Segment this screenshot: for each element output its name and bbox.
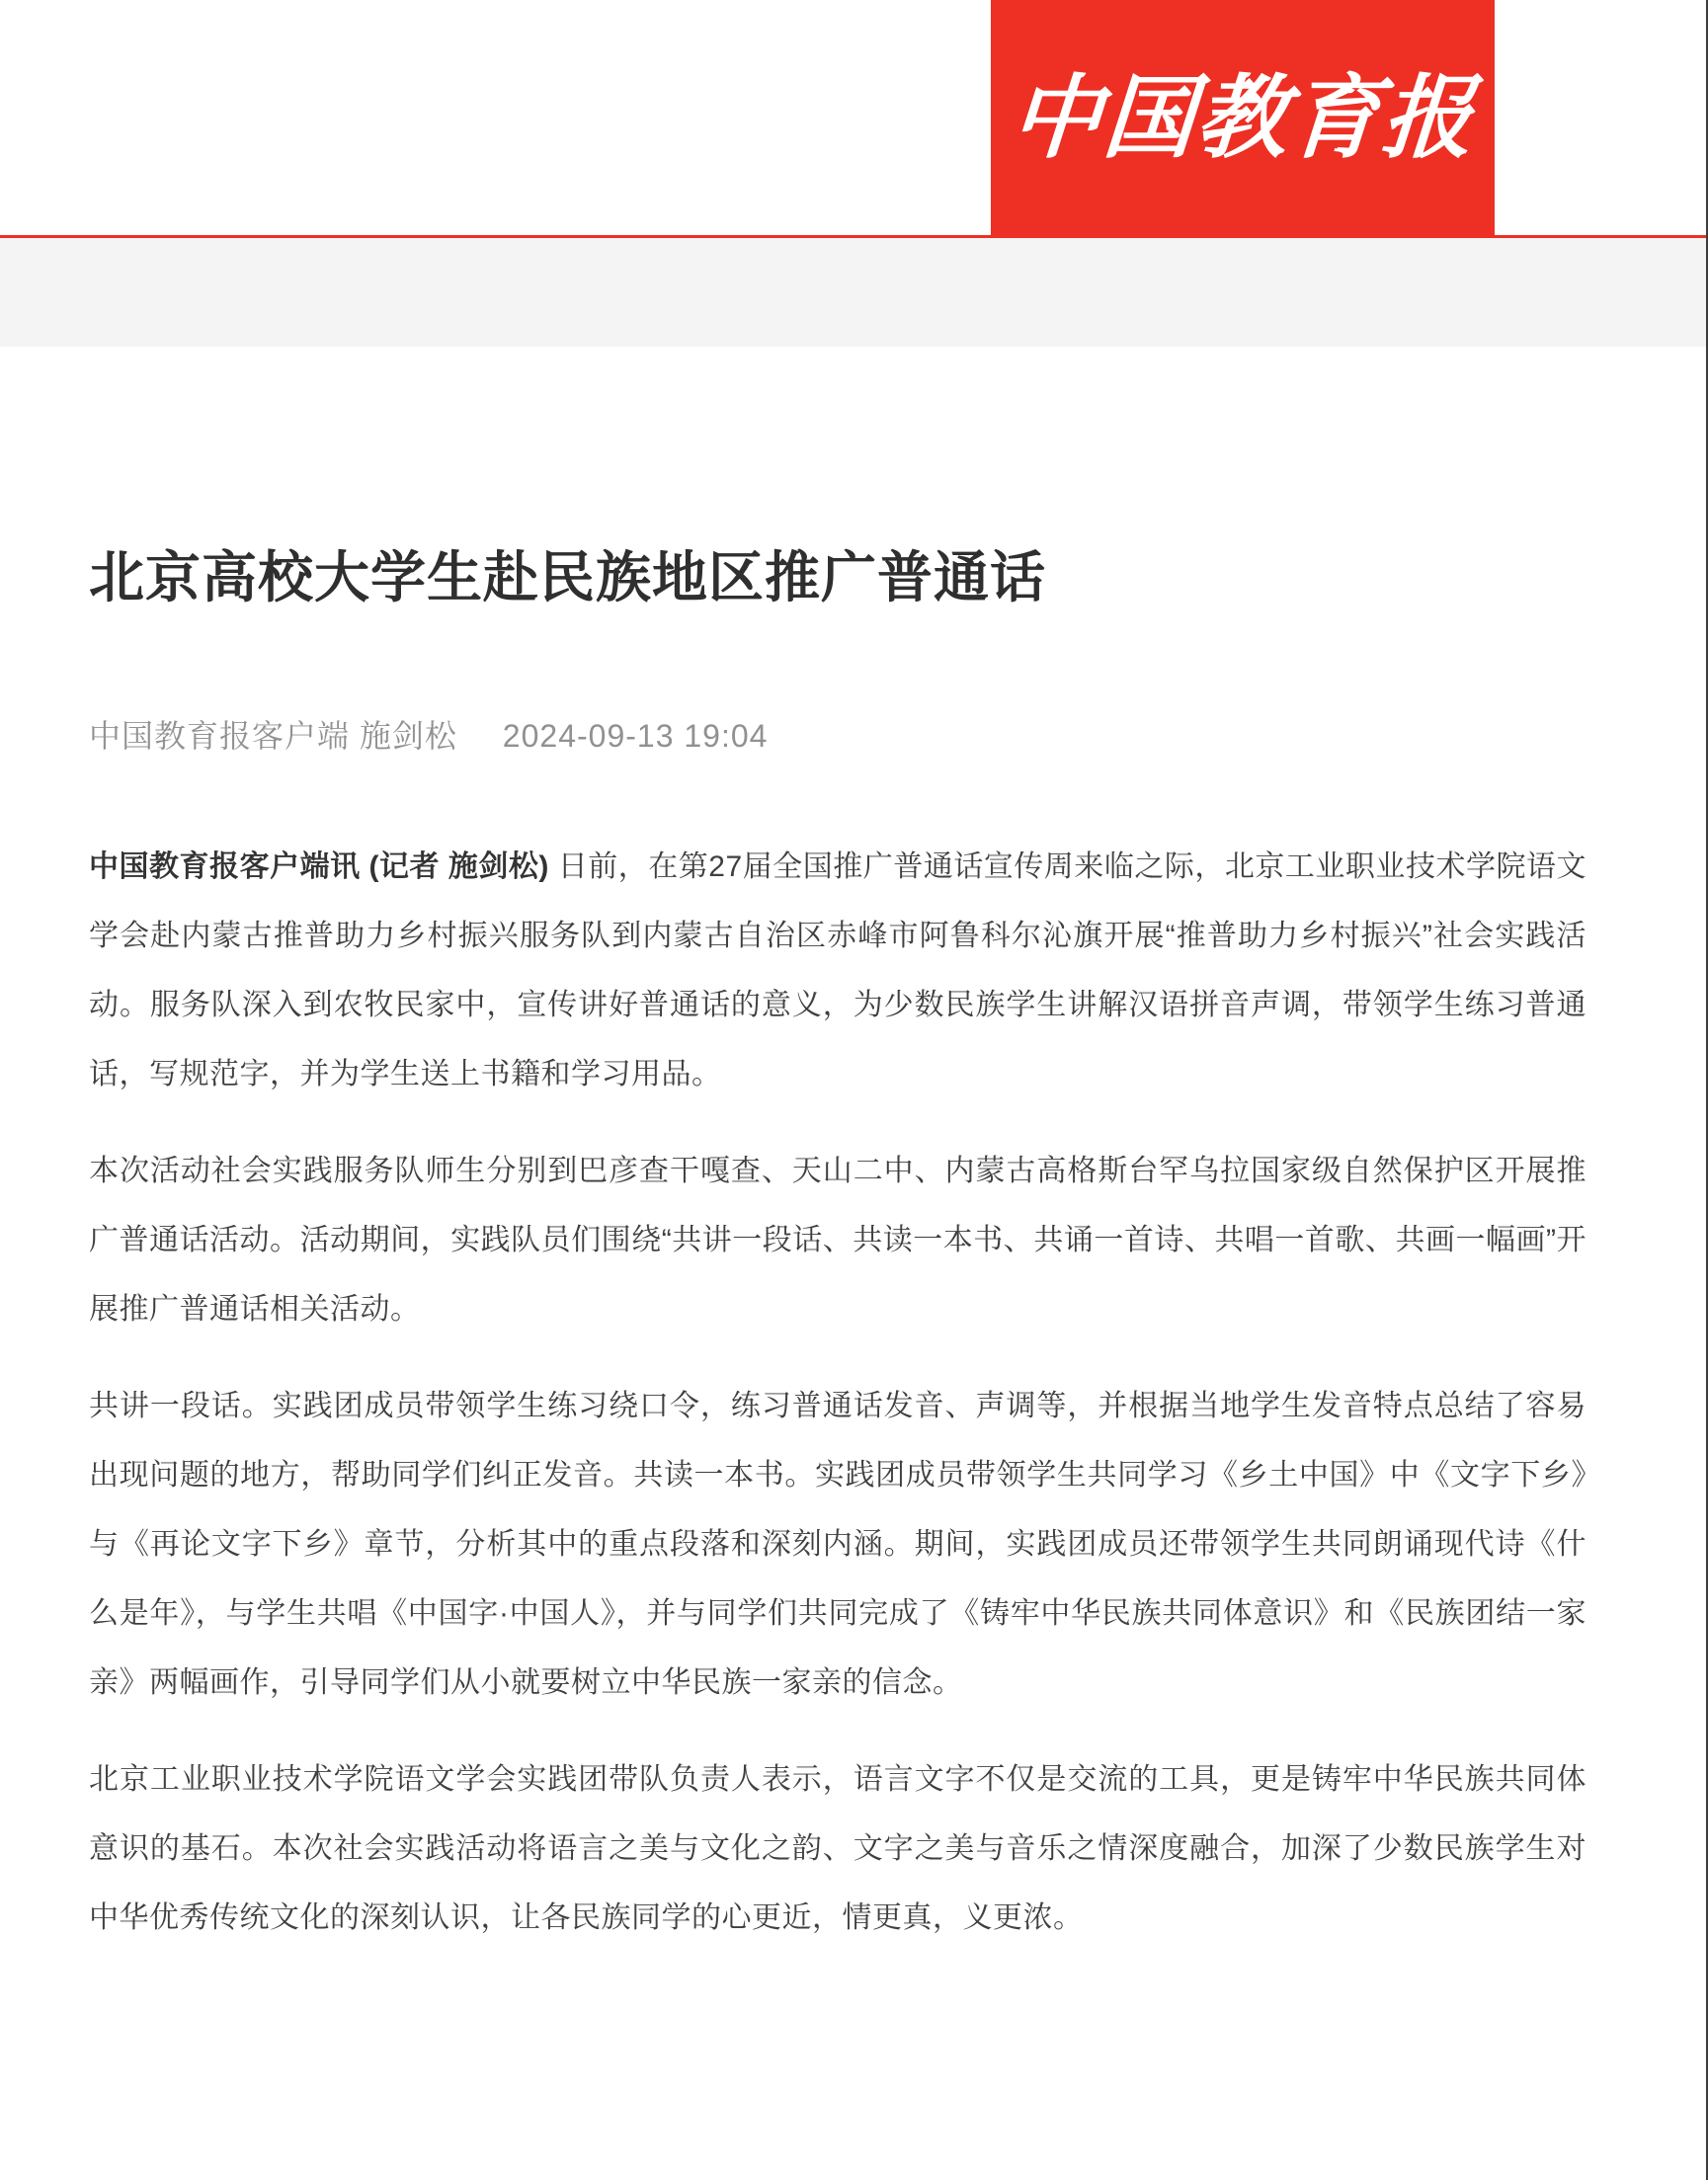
- paragraph-lead-bold: 中国教育报客户端讯 (记者 施剑松): [89, 850, 549, 883]
- byline-datetime: 2024-09-13 19:04: [502, 718, 769, 754]
- article: [89, 347, 1586, 1953]
- masthead: [0, 0, 1708, 238]
- article-paragraph: 本次活动社会实践服务队师生分别到巴彦查干嘎查、天山二中、内蒙古高格斯台罕乌拉国家级自然保护区开展推广普通话活动。活动期间，实践队员们围绕“共讲一段话、共读一本书、共诵一首诗、共唱一首歌、共画一幅画”开展推广普通话相关活动。: [89, 1155, 1586, 1326]
- byline-source-author: 中国教育报客户端 施剑松: [89, 718, 457, 754]
- article-body: [89, 833, 1586, 1953]
- newspaper-logo-text: 中国教育报: [1007, 64, 1479, 171]
- article-paragraph: 共讲一段话。实践团成员带领学生练习绕口令，练习普通话发音、声调等，并根据当地学生发音特点总结了容易出现问题的地方，帮助同学们纠正发音。共读一本书。实践团成员带领学生共同学习《乡土中国》中《文字下乡》与《再论文字下乡》章节，分析其中的重点段落和深刻内涵。期间，实践团成员还带领学生共同朗诵现代诗《什么是年》，与学生共唱《中国字·中国人》，并与同学们共同完成了《铸牢中华民族共同体意识》和《民族团结一家亲》两幅画作，引导同学们从小就要树立中华民族一家亲的信念。: [89, 1390, 1586, 1699]
- article-paragraph: 中国教育报客户端讯 (记者 施剑松) 日前，在第27届全国推广普通话宣传周来临之际，北京工业职业技术学院语文学会赴内蒙古推普助力乡村振兴服务队到内蒙古自治区赤峰市阿鲁科尔沁旗开展“推普助力乡村振兴”社会实践活动。服务队深入到农牧民家中，宣传讲好普通话的意义，为少数民族学生讲解汉语拼音声调，带领学生练习普通话，写规范字，并为学生送上书籍和学习用品。: [89, 850, 1587, 1090]
- article-title: 北京高校大学生赴民族地区推广普通话: [89, 546, 1046, 608]
- newspaper-logo[interactable]: [991, 0, 1495, 235]
- article-byline: [89, 714, 1586, 758]
- article-paragraph: 北京工业职业技术学院语文学会实践团带队负责人表示，语言文字不仅是交流的工具，更是铸牢中华民族共同体意识的基石。本次社会实践活动将语言之美与文化之韵、文字之美与音乐之情深度融合，加深了少数民族学生对中华优秀传统文化的深刻认识，让各民族同学的心更近，情更真，义更浓。: [89, 1763, 1586, 1934]
- banner-strip: [0, 238, 1708, 347]
